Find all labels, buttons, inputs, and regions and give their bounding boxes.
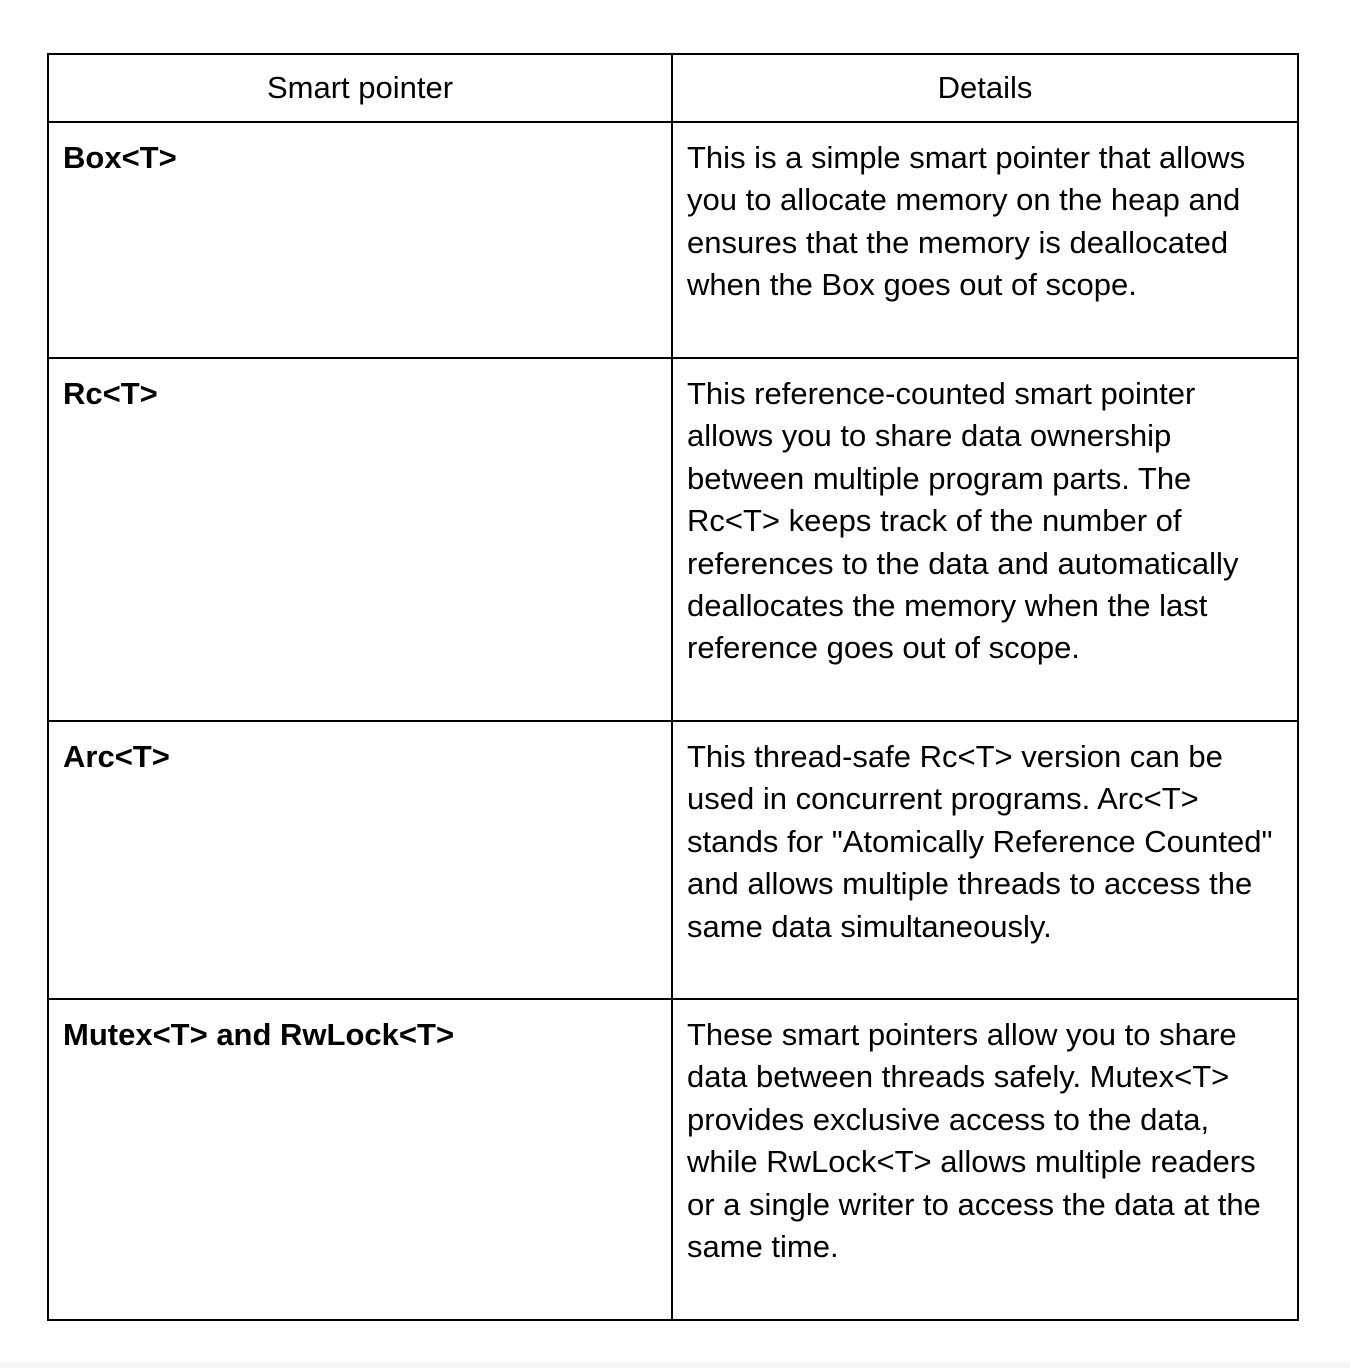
pointer-details-cell: These smart pointers allow you to share data between threads safely. Mutex<T> provides exclusive access to the data, while RwLock<T> allows multiple readers or a single writer to access the data at the same time. [672, 999, 1298, 1320]
pointer-details-cell: This is a simple smart pointer that allows you to allocate memory on the heap and ensures that the memory is deallocated when the Box goes out of scope. [672, 122, 1298, 358]
column-header-smart-pointer: Smart pointer [48, 54, 672, 122]
pointer-name-cell: Arc<T> [48, 721, 672, 999]
pointer-name-cell: Box<T> [48, 122, 672, 358]
table-header-row [48, 54, 1298, 122]
column-header-details: Details [672, 54, 1298, 122]
pointer-details-cell: This reference-counted smart pointer allows you to share data ownership between multiple program parts. The Rc<T> keeps track of the number of references to the data and automatically deallocates the memory when the last reference goes out of scope. [672, 358, 1298, 721]
table-row [48, 999, 1298, 1320]
table-row [48, 358, 1298, 721]
smart-pointer-table [47, 53, 1299, 1321]
pointer-details-cell: This thread-safe Rc<T> version can be used in concurrent programs. Arc<T> stands for "Atomically Reference Counted" and allows multiple threads to access the same data simultaneously. [672, 721, 1298, 999]
page-bottom-edge [0, 1362, 1350, 1368]
table-row [48, 122, 1298, 358]
table-row [48, 721, 1298, 999]
pointer-name-cell: Rc<T> [48, 358, 672, 721]
pointer-name-cell: Mutex<T> and RwLock<T> [48, 999, 672, 1320]
